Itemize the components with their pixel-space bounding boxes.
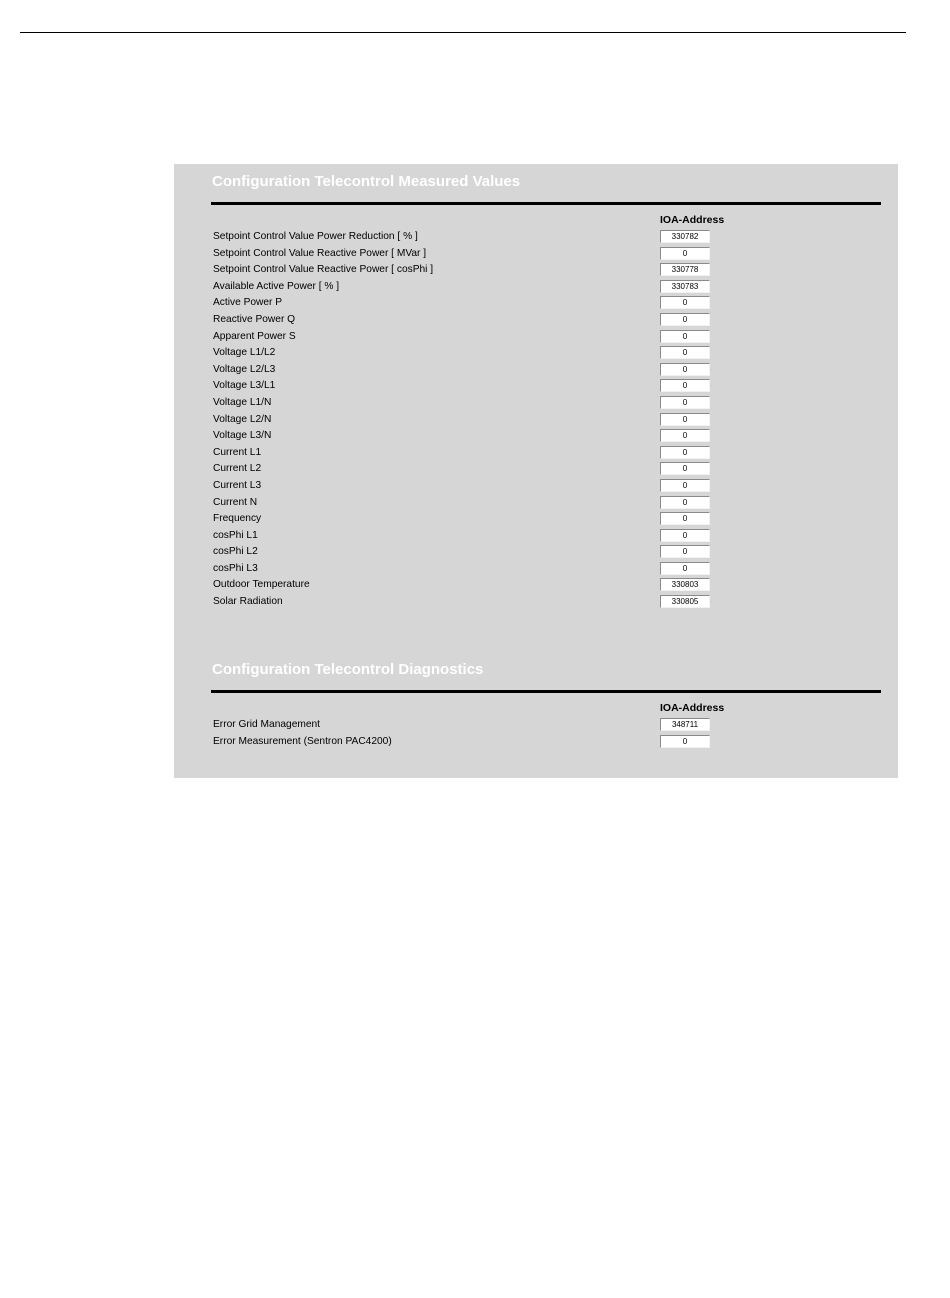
measured-row (174, 246, 898, 263)
ioa-address-input[interactable] (660, 562, 710, 575)
ioa-address-input[interactable] (660, 363, 710, 376)
diagnostics-row (174, 734, 898, 751)
measured-row-label: Outdoor Temperature (213, 579, 310, 591)
diagnostics-row (174, 717, 898, 734)
configuration-panel (174, 164, 898, 778)
ioa-address-input[interactable] (660, 396, 710, 409)
measured-row (174, 262, 898, 279)
ioa-address-input[interactable] (660, 346, 710, 359)
measured-row-label: Available Active Power [ % ] (213, 280, 340, 292)
measured-row-label: cosPhi L2 (213, 546, 258, 558)
diagnostics-title: Configuration Telecontrol Diagnostics (212, 661, 484, 678)
ioa-address-input[interactable] (660, 529, 710, 542)
ioa-address-input[interactable] (660, 479, 710, 492)
measured-row (174, 395, 898, 412)
measured-row (174, 312, 898, 329)
page-header-rule (20, 32, 906, 33)
diagnostics-list (174, 717, 898, 750)
measured-row (174, 329, 898, 346)
measured-row-label: Active Power P (213, 297, 283, 309)
measured-row-label: Voltage L3/N (213, 430, 272, 442)
measured-row (174, 229, 898, 246)
diagnostics-row-label: Error Grid Management (213, 719, 321, 730)
measured-values-ioa-header: IOA-Address (660, 214, 725, 226)
measured-row-label: cosPhi L1 (213, 529, 258, 541)
measured-row (174, 511, 898, 528)
measured-row-label: Current L2 (213, 463, 262, 475)
measured-row-label: Solar Radiation (213, 596, 283, 608)
measured-row (174, 445, 898, 462)
measured-row-label: Voltage L1/L2 (213, 347, 276, 359)
measured-row (174, 279, 898, 296)
measured-row-label: Voltage L2/N (213, 413, 272, 425)
ioa-address-input[interactable] (660, 462, 710, 475)
measured-row (174, 495, 898, 512)
measured-row (174, 345, 898, 362)
ioa-address-input[interactable] (660, 280, 710, 293)
measured-row-label: Current L1 (213, 446, 262, 458)
ioa-address-input[interactable] (660, 735, 710, 748)
ioa-address-input[interactable] (660, 595, 710, 608)
ioa-address-input[interactable] (660, 296, 710, 309)
measured-row (174, 428, 898, 445)
measured-row (174, 478, 898, 495)
diagnostics-divider (211, 690, 881, 693)
ioa-address-input[interactable] (660, 247, 710, 260)
measured-values-list (174, 229, 898, 611)
measured-row-label: Voltage L3/L1 (213, 380, 276, 392)
measured-values-title: Configuration Telecontrol Measured Values (212, 173, 521, 190)
ioa-address-input[interactable] (660, 413, 710, 426)
measured-row (174, 594, 898, 611)
measured-row-label: Voltage L1/N (213, 396, 272, 408)
ioa-address-input[interactable] (660, 379, 710, 392)
ioa-address-input[interactable] (660, 496, 710, 509)
diagnostics-row-label: Error Measurement (Sentron PAC4200) (213, 735, 392, 747)
measured-row (174, 528, 898, 545)
diagnostics-ioa-header: IOA-Address (660, 702, 725, 714)
measured-row (174, 461, 898, 478)
measured-row-label: Reactive Power Q (213, 313, 296, 325)
measured-row-label: Apparent Power S (213, 330, 296, 342)
ioa-address-input[interactable] (660, 512, 710, 525)
ioa-address-input[interactable] (660, 230, 710, 243)
ioa-address-input[interactable] (660, 446, 710, 459)
measured-row (174, 362, 898, 379)
ioa-address-input[interactable] (660, 578, 710, 591)
measured-row-label: Current L3 (213, 479, 262, 491)
ioa-address-input[interactable] (660, 263, 710, 276)
ioa-address-input[interactable] (660, 313, 710, 326)
ioa-address-input[interactable] (660, 545, 710, 558)
measured-values-divider (211, 202, 881, 205)
measured-row (174, 544, 898, 561)
ioa-address-input[interactable] (660, 330, 710, 343)
measured-row-label: Current N (213, 496, 258, 508)
measured-row-label: Frequency (213, 513, 262, 525)
measured-row (174, 412, 898, 429)
measured-row (174, 561, 898, 578)
measured-row-label: Setpoint Control Value Reactive Power [ MVar ] (213, 247, 427, 259)
ioa-address-input[interactable] (660, 718, 710, 731)
ioa-address-input[interactable] (660, 429, 710, 442)
measured-row (174, 295, 898, 312)
measured-row-label: cosPhi L3 (213, 562, 258, 574)
measured-row-label: Setpoint Control Value Power Reduction [ % ] (213, 231, 418, 242)
measured-row (174, 577, 898, 594)
measured-row-label: Voltage L2/L3 (213, 363, 276, 375)
measured-row-label: Setpoint Control Value Reactive Power [ cosPhi ] (213, 264, 434, 276)
measured-row (174, 378, 898, 395)
